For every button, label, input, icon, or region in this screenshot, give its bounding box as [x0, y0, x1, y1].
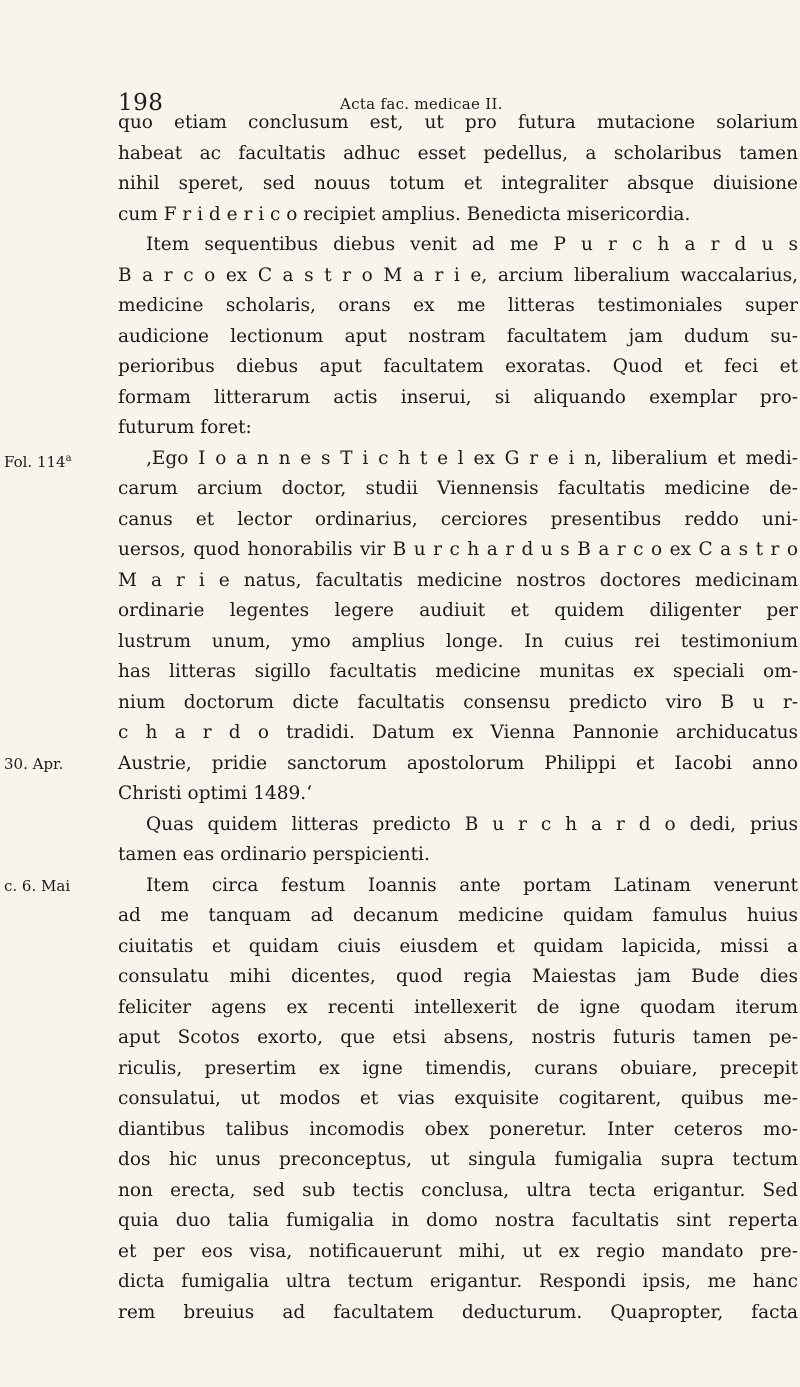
text-line: riculis, presertim ex igne timendis, curans obuiare, precepit	[118, 1057, 798, 1079]
text-line: quo etiam conclusum est, ut pro futura mutacione solarium	[118, 112, 798, 133]
text-line: perioribus diebus aput facultatem exoratas. Quod et feci et	[118, 356, 798, 377]
text-line: consulatui, ut modos et vias exquisite cogitarent, quibus me-	[118, 1088, 798, 1109]
text-line: has litteras sigillo facultatis medicine munitas ex speciali om-	[118, 661, 798, 682]
text-line: Quas quidem litteras predicto B u r c h a r d o dedi, prius	[146, 813, 798, 835]
text-line: nium doctorum dicte facultatis consensu predicto viro B u r-	[118, 691, 798, 713]
margin-note: c. 6. Mai	[4, 876, 71, 895]
text-line: et per eos visa, notificauerunt mihi, ut ex regio mandato pre-	[118, 1240, 798, 1262]
text-line: dos hic unus preconceptus, ut singula fumigalia supra tectum	[118, 1149, 798, 1170]
text-line: audicione lectionum aput nostram facultatem jam dudum su-	[118, 325, 798, 347]
text-line: quia duo talia fumigalia in domo nostra facultatis sint reperta	[118, 1210, 798, 1231]
text-line: carum arcium doctor, studii Viennensis facultatis medicine de-	[118, 478, 798, 499]
text-line: ‚Ego I o a n n e s T i c h t e l ex G r e i n, liberalium et medi-	[146, 447, 798, 469]
page-number: 198	[118, 90, 164, 116]
margin-note: 30. Apr.	[4, 754, 64, 773]
text-line: feliciter agens ex recenti intellexerit de igne quodam iterum	[118, 996, 798, 1018]
text-line: uersos, quod honorabilis vir B u r c h a r d u s B a r c o ex C a s t r o	[118, 539, 798, 560]
text-line: consulatu mihi dicentes, quod regia Maiestas jam Bude dies	[118, 966, 798, 987]
text-line: habeat ac facultatis adhuc esset pedellus, a scholaribus tamen	[118, 142, 798, 164]
text-line: M a r i e natus, facultatis medicine nostros doctores medicinam	[118, 569, 798, 591]
text-line: formam litterarum actis inserui, si aliquando exemplar pro-	[118, 386, 798, 408]
text-line: Austrie, pridie sanctorum apostolorum Philippi et Iacobi anno	[118, 752, 798, 774]
text-line: Item sequentibus diebus venit ad me P u r c h a r d u s	[146, 234, 798, 255]
text-line: futurum foret:	[118, 417, 252, 438]
text-line: lustrum unum, ymo amplius longe. In cuius rei testimonium	[118, 630, 798, 652]
text-line: nihil speret, sed nouus totum et integraliter absque diuisione	[118, 173, 798, 194]
text-line: Item circa festum Ioannis ante portam Latinam venerunt	[146, 874, 798, 896]
text-line: tamen eas ordinario perspicienti.	[118, 844, 430, 865]
text-line: diantibus talibus incomodis obex poneretur. Inter ceteros mo-	[118, 1118, 798, 1140]
text-line: medicine scholaris, orans ex me litteras testimoniales super	[118, 295, 798, 316]
text-line: ad me tanquam ad decanum medicine quidam famulus huius	[118, 905, 798, 926]
text-line: cum F r i d e r i c o recipiet amplius. Benedicta misericordia.	[118, 203, 691, 225]
text-line: c h a r d o tradidi. Datum ex Vienna Pannonie archiducatus	[118, 722, 798, 743]
margin-note: Fol. 114$^a$	[4, 452, 72, 471]
text-line: dicta fumigalia ultra tectum erigantur. Respondi ipsis, me hanc	[118, 1271, 798, 1292]
text-line: ordinarie legentes legere audiuit et quidem diligenter per	[118, 600, 798, 621]
text-line: rem breuius ad facultatem deducturum. Quapropter, facta	[118, 1301, 798, 1323]
text-line: aput Scotos exorto, que etsi absens, nostris futuris tamen pe-	[118, 1027, 798, 1048]
text-line: Christi optimi 1489.‘	[118, 783, 313, 804]
text-line: ciuitatis et quidam ciuis eiusdem et quidam lapicida, missi a	[118, 935, 798, 957]
text-line: canus et lector ordinarius, cerciores presentibus reddo uni-	[118, 508, 798, 530]
text-line: non erecta, sed sub tectis conclusa, ultra tecta erigantur. Sed	[118, 1179, 798, 1201]
text-line: B a r c o ex C a s t r o M a r i e, arcium liberalium waccalarius,	[118, 264, 798, 286]
running-head: Acta fac. medicae II.	[340, 95, 503, 113]
